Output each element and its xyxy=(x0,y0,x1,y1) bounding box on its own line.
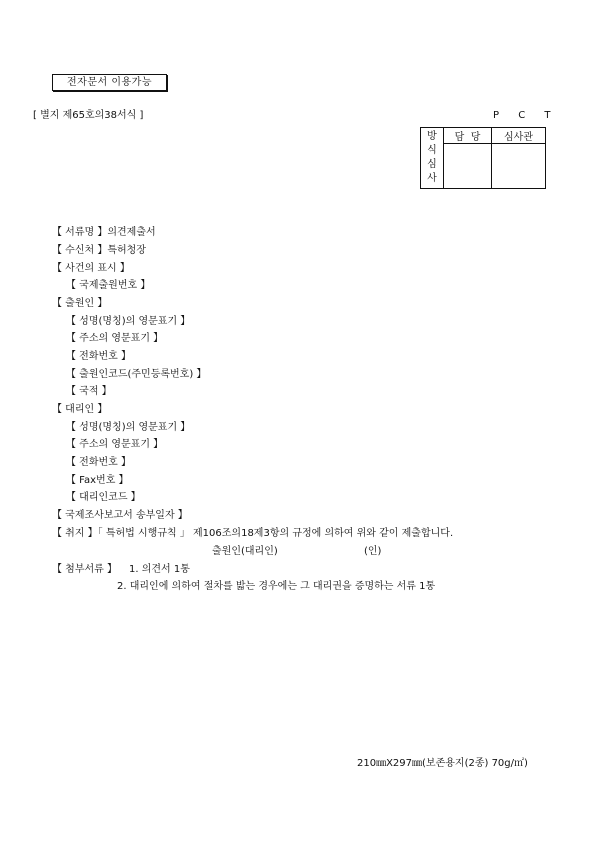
agent-heading: 【 대리인 】 xyxy=(52,404,108,415)
applicant-code-field: 【 출원인코드(주민등록번호) 】 xyxy=(66,369,207,380)
staff-header: 담 당 xyxy=(444,128,492,144)
applicant-name-field: 【 성명(명칭)의 영문표기 】 xyxy=(66,316,191,327)
agent-code-field: 【 대리인코드 】 xyxy=(66,492,141,503)
attachment-item-2: 2. 대리인에 의하여 절차를 밟는 경우에는 그 대리권을 증명하는 서류 1통 xyxy=(117,581,436,592)
review-stamp-table xyxy=(420,127,546,189)
applicant-heading: 【 출원인 】 xyxy=(52,298,108,309)
case-display-heading: 【 사건의 표시 】 xyxy=(52,263,130,274)
seal-mark: (인) xyxy=(364,546,382,557)
attachment-item-1: 1. 의견서 1통 xyxy=(129,564,190,575)
review-side-char: 식 xyxy=(427,145,437,156)
purpose-statement: 【 취지 】「 특허법 시행규칙 」 제106조의18제3항의 규정에 의하여 위와 같이 제출합니다. xyxy=(52,528,454,539)
attachments-label: 【 첨부서류 】 xyxy=(52,564,117,575)
agent-fax-field: 【 Fax번호 】 xyxy=(66,475,129,486)
review-side-label xyxy=(421,128,444,189)
agent-address-field: 【 주소의 영문표기 】 xyxy=(66,439,164,450)
isr-date-field: 【 국제조사보고서 송부일자 】 xyxy=(52,510,188,521)
examiner-stamp-cell[interactable] xyxy=(492,144,546,189)
applicant-address-field: 【 주소의 영문표기 】 xyxy=(66,333,164,344)
review-side-char: 방 xyxy=(427,131,437,142)
recipient-field: 【 수신처 】특허청장 xyxy=(52,245,146,256)
electronic-document-badge: 전자문서 이용가능 xyxy=(52,74,167,91)
paper-spec-footer: 210㎜X297㎜(보존용지(2종) 70g/㎡) xyxy=(357,758,528,769)
staff-stamp-cell[interactable] xyxy=(444,144,492,189)
agent-phone-field: 【 전화번호 】 xyxy=(66,457,131,468)
form-number: [ 별지 제65호의38서식 ] xyxy=(33,110,144,121)
examiner-header: 심사관 xyxy=(492,128,546,144)
intl-app-number-field: 【 국제출원번호 】 xyxy=(66,280,151,291)
review-side-char: 사 xyxy=(427,173,437,184)
review-side-char: 심 xyxy=(427,159,437,170)
doc-name-field: 【 서류명 】의견제출서 xyxy=(52,227,156,238)
applicant-phone-field: 【 전화번호 】 xyxy=(66,351,131,362)
pct-label: P C T xyxy=(493,110,559,121)
signer-label: 출원인(대리인) xyxy=(212,546,278,557)
agent-name-field: 【 성명(명칭)의 영문표기 】 xyxy=(66,422,191,433)
applicant-nationality-field: 【 국적 】 xyxy=(66,386,112,397)
